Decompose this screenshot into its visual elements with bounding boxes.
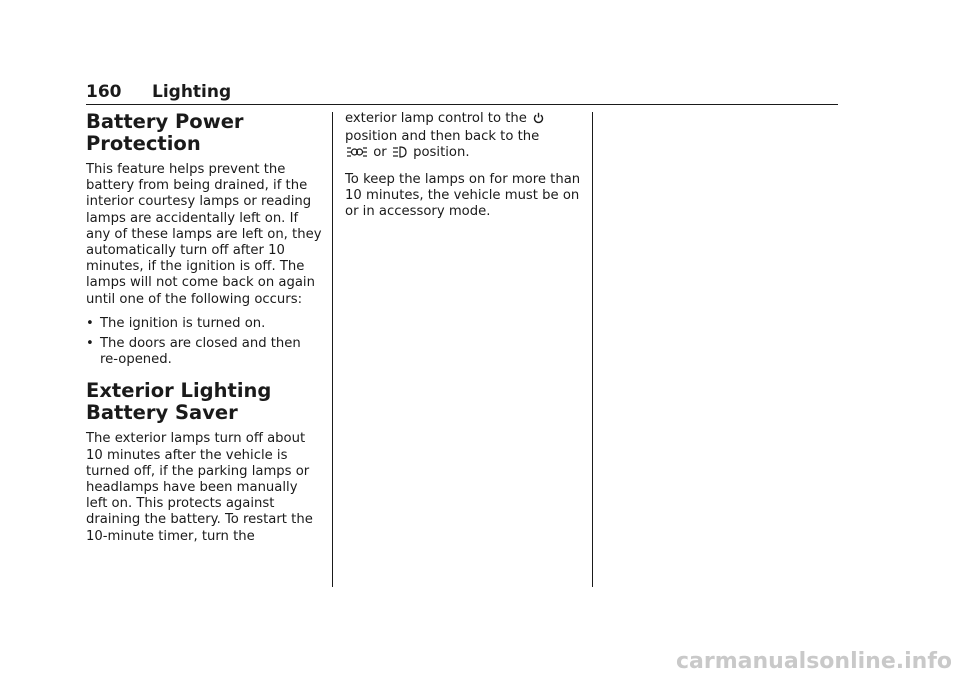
bullet-list [86, 316, 322, 369]
power-off-icon [533, 112, 544, 129]
paragraph-accessory-mode: To keep the lamps on for more than 10 minutes, the vehicle must be on or in accessory mode. [345, 171, 581, 220]
page-number: 160 [86, 82, 122, 102]
headlamps-icon [393, 146, 407, 163]
list-item: • The ignition is turned on. [86, 315, 266, 331]
watermark-text: carmanualsonline.info [676, 649, 952, 674]
paragraph-battery-protection: This feature helps prevent the battery from being drained, if the interior courtesy lamps or reading lamps are accidentally left on. If any of these lamps are left on, they automatically turn off after 10 minutes, if the ignition is off. The lamps will not come back on again until one of the following occurs: [86, 162, 322, 307]
heading-battery-power-protection: Battery Power Protection [86, 110, 244, 155]
list-item: • The doors are closed and then re-opened. [86, 336, 301, 368]
paragraph-battery-saver: The exterior lamps turn off about 10 minutes after the vehicle is turned off, if the parking lamps or headlamps have been manually left on. This protects against draining the battery. To restart the 10-minute timer, turn the [86, 431, 313, 544]
column-divider-right [592, 112, 593, 587]
paragraph-lamp-control: exterior lamp control to the position and then back to the or position. [345, 111, 585, 164]
bullet-glyph: • [86, 336, 94, 352]
bullet-glyph: • [86, 315, 94, 331]
section-title: Lighting [152, 82, 232, 102]
page-header [86, 82, 838, 105]
parking-lamps-icon [347, 146, 367, 163]
column-divider-left [332, 112, 333, 587]
heading-exterior-lighting-battery-saver: Exterior Lighting Battery Saver [86, 379, 272, 424]
column-left [86, 111, 322, 553]
column-middle [345, 111, 585, 228]
